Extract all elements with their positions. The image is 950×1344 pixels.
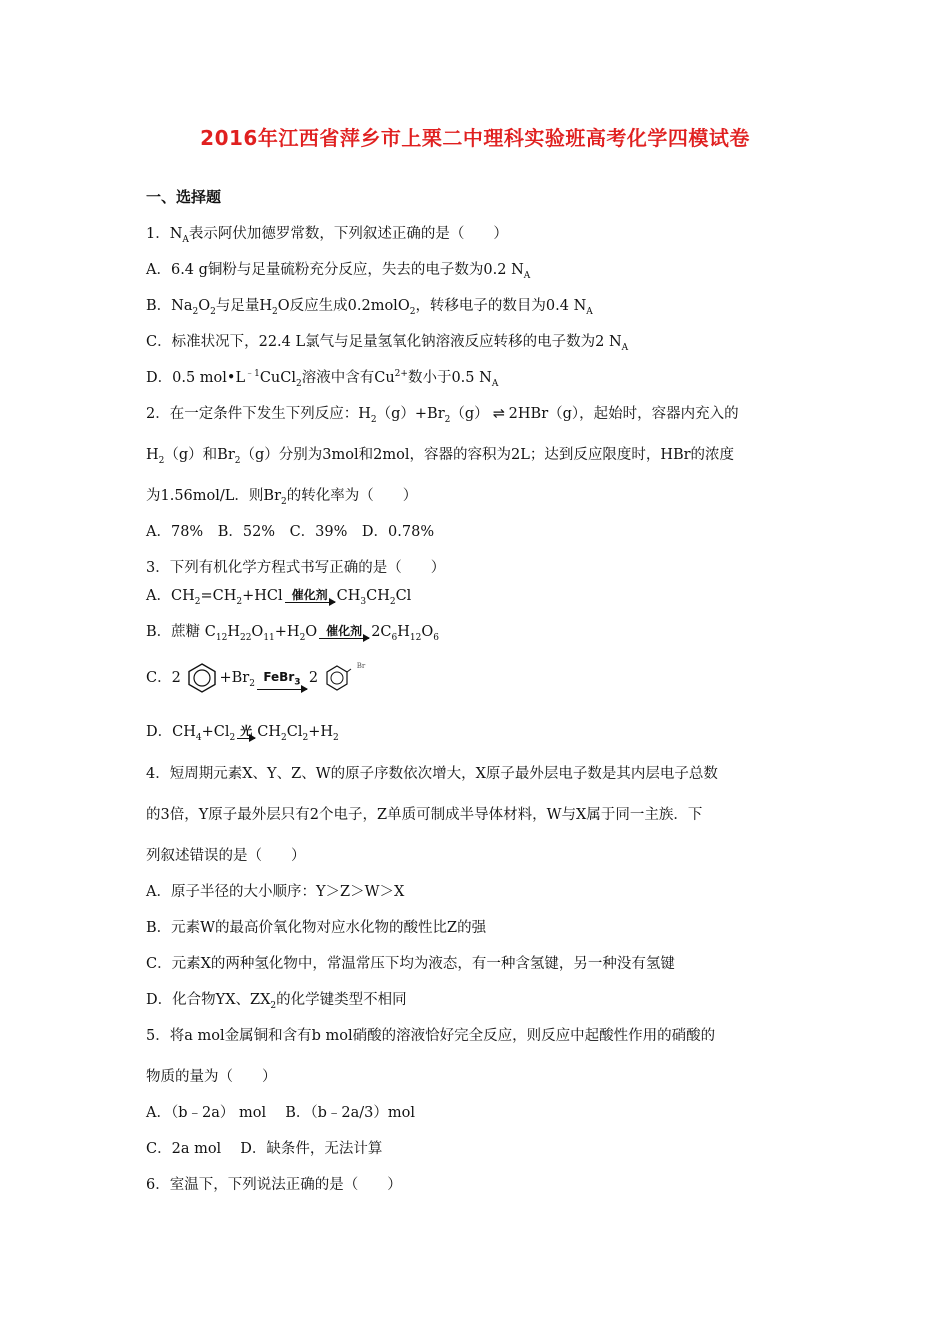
question-6-stem: 6．室温下，下列说法正确的是（ ）: [146, 1177, 402, 1193]
section-heading: 一、选择题: [146, 188, 222, 206]
question-1-stem: 1．$N_A$表示阿伏加德罗常数，下列叙述正确的是（ ）: [146, 226, 508, 245]
reaction-arrow-light: 光: [237, 725, 255, 743]
question-3-option-b[interactable]: B．蔗糖 $C_{12}H_{22}O_{11}+H_2O$ 催化剂 $2C_6H_{12}O_6$: [146, 623, 439, 643]
question-1-option-a[interactable]: A．6.4 g铜粉与足量硫粉充分反应，失去的电子数为0.2 $N_A$: [146, 262, 531, 281]
question-5-line-1: 5．将a mol金属铜和含有b mol硝酸的溶液恰好完全反应，则反应中起酸性作用的硝酸的: [146, 1028, 716, 1044]
question-5-options-cd[interactable]: C．2a mol D．缺条件，无法计算: [146, 1141, 383, 1157]
question-4-line-2: 的3倍，Y原子最外层只有2个电子，Z单质可制成半导体材料，W与X属于同一主族．下: [146, 807, 703, 823]
question-4-line-3: 列叙述错误的是（ ）: [146, 848, 306, 864]
bromobenzene-ring-icon: [323, 662, 357, 694]
reaction-arrow-catalyst: 催化剂: [285, 589, 335, 607]
question-2-options[interactable]: A．78% B．52% C．39% D．0.78%: [146, 524, 435, 540]
question-5-options-ab[interactable]: A．（b﹣2a） mol B．（b﹣2a/3）mol: [146, 1105, 415, 1121]
equilibrium-arrow-icon: ⇌: [492, 406, 505, 422]
benzene-ring-icon: [185, 662, 219, 694]
question-1-option-d[interactable]: D．0.5 $mol•L^{﹣1}CuCl_2$溶液中含有$Cu^{2+}$数小于0.5 $N_A$: [146, 369, 499, 389]
question-3-option-d[interactable]: D．$CH_4+Cl_2$ 光 $CH_2Cl_2+H_2$: [146, 723, 339, 743]
substituent-label: Br: [356, 662, 366, 670]
page-title: 2016年江西省萍乡市上栗二中理科实验班高考化学四模试卷: [200, 126, 750, 150]
question-3-stem: 3．下列有机化学方程式书写正确的是（ ）: [146, 560, 446, 576]
question-4-option-b[interactable]: B．元素W的最高价氧化物对应水化物的酸性比Z的强: [146, 920, 487, 936]
question-3-option-a[interactable]: A．$CH_2=CH_2+HCl$ 催化剂 $CH_3CH_2Cl$: [146, 587, 412, 607]
question-2-line-2: $H_2(g)$和$Br_2(g)$分别为3mol和2mol，容器的容积为2L；达到反应限度时，HBr的浓度: [146, 447, 735, 466]
question-4-option-c[interactable]: C．元素X的两种氢化物中，常温常压下均为液态，有一种含氢键，另一种没有氢键: [146, 956, 675, 972]
reaction-arrow-febr3: FeBr$_3$: [257, 671, 307, 694]
question-1-option-b[interactable]: B．$Na_2O_2$与足量$H_2O$反应生成0.2molO$_2$，转移电子的数目为0.4 $N_A$: [146, 298, 593, 317]
question-5-line-2: 物质的量为（ ）: [146, 1069, 277, 1085]
question-4-line-1: 4．短周期元素X、Y、Z、W的原子序数依次增大，X原子最外层电子数是其内层电子总数: [146, 766, 718, 782]
question-2-line-3: 为1.56mol/L．则$Br_2$的转化率为（ ）: [146, 488, 418, 507]
question-4-option-a[interactable]: A．原子半径的大小顺序：Y＞Z＞W＞X: [146, 884, 405, 900]
question-4-option-d[interactable]: D．化合物YX、$ZX_2$的化学键类型不相同: [146, 992, 407, 1011]
question-1-option-c[interactable]: C．标准状况下，22.4 L氯气与足量氢氧化钠溶液反应转移的电子数为2 $N_A$: [146, 334, 629, 353]
question-2-line-1: 2．在一定条件下发生下列反应：$H_2(g)+Br_2(g)$ ⇌ 2HBr（g），起始时，容器内充入的: [146, 406, 739, 425]
reaction-arrow-catalyst: 催化剂: [319, 625, 369, 643]
question-3-option-c[interactable]: C．$2 +Br_2$ FeBr$_3$ 2 $^{Br}$: [146, 662, 365, 694]
